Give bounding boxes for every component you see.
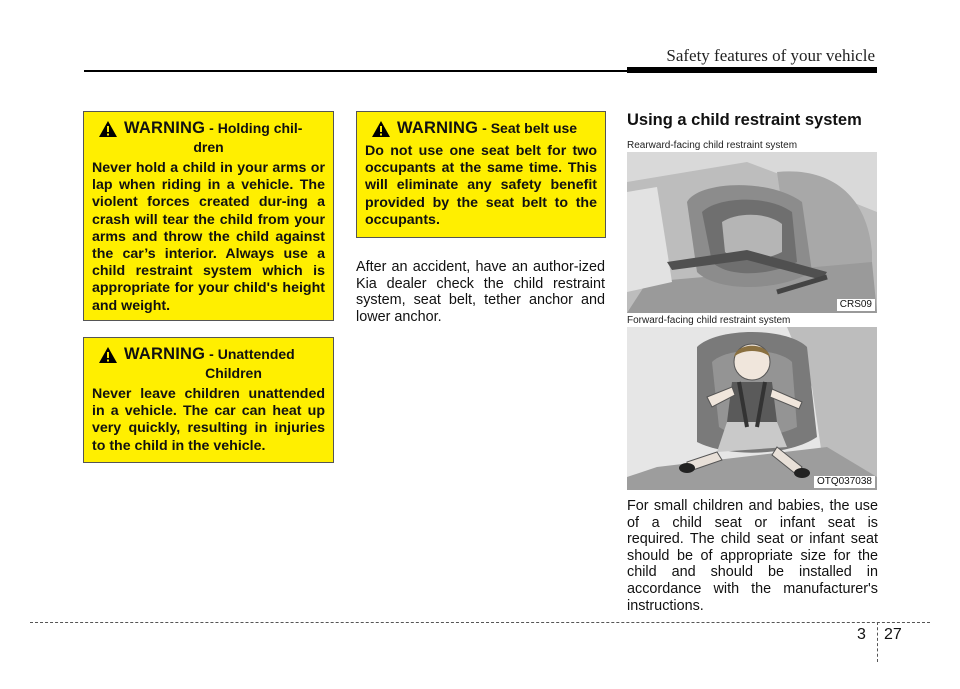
warning-box-holding-children xyxy=(83,111,334,321)
warning-subtitle: - Unattended xyxy=(209,346,295,362)
warning-box-seat-belt-use xyxy=(356,111,606,238)
warning-subtitle: - Seat belt use xyxy=(482,120,578,136)
warning-body: Never leave children unattended in a vehicle. The car can heat up very quickly, resulting in injuries to the child in the vehicle. xyxy=(92,386,325,454)
warning-triangle-icon xyxy=(98,120,118,138)
warning-body: Do not use one seat belt for two occupants at the same time. This will eliminate any safety benefit provided by the seat belt to the occupants. xyxy=(365,143,597,228)
figure-caption-rearward: Rearward-facing child restraint system xyxy=(627,140,798,151)
rearward-seat-illustration xyxy=(627,152,877,313)
forward-seat-drawing xyxy=(627,327,877,490)
footer-divider xyxy=(877,622,878,662)
warning-label: WARNING xyxy=(124,119,206,137)
warning-subtitle: - Holding chil- xyxy=(209,120,303,136)
child-seat-paragraph: For small children and babies, the use of a child seat or infant seat is required. The child seat or infant seat should be of appropriate size for the child and should be installed in accordance with the manufacturer's instructions. xyxy=(627,498,878,614)
figure-code: OTQ037038 xyxy=(814,476,875,488)
chapter-number: 3 xyxy=(857,626,866,643)
warning-body: Never hold a child in your arms or lap when riding in a vehicle. The violent forces created dur-ing a crash will tear the child from your arms and throw the child against the car’s interior. Always use a child restraint system which is appropriate for your child's height and weight. xyxy=(92,160,325,314)
accident-check-paragraph: After an accident, have an author-ized Kia dealer check the child restraint system, seat belt, tether anchor and lower anchor. xyxy=(356,259,605,325)
warning-label: WARNING xyxy=(124,345,206,363)
warning-triangle-icon xyxy=(371,120,391,138)
page-number: 27 xyxy=(884,626,902,643)
warning-subtitle-cont: dren xyxy=(193,139,224,155)
warning-box-unattended-children xyxy=(83,337,334,463)
header-accent-bar xyxy=(627,67,877,73)
figure-caption-forward: Forward-facing child restraint system xyxy=(627,315,791,326)
figure-code: CRS09 xyxy=(837,299,875,311)
header-title: Safety features of your vehicle xyxy=(666,46,875,65)
warning-triangle-icon xyxy=(98,346,118,364)
rearward-seat-drawing xyxy=(627,152,877,313)
warning-label: WARNING xyxy=(397,119,479,137)
footer-rule xyxy=(30,622,930,623)
section-title: Using a child restraint system xyxy=(627,111,862,129)
forward-seat-illustration xyxy=(627,327,877,490)
warning-subtitle-cont: Children xyxy=(205,365,262,381)
